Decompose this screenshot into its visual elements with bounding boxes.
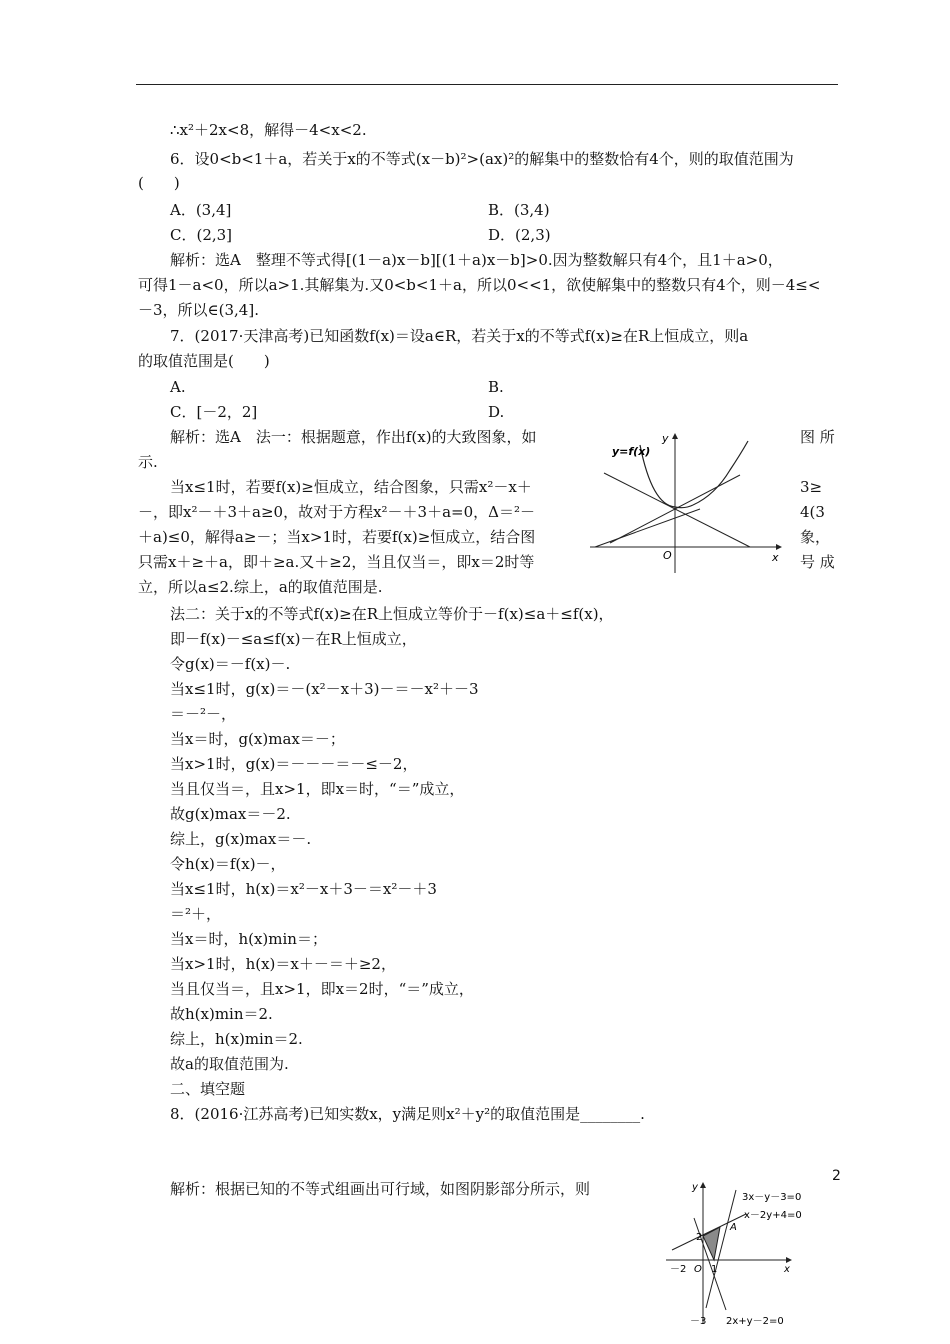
q7-method2-line10: 综上，g(x)max＝－. [170, 830, 312, 848]
q7-method1-line6: 只需x＋≥＋a，即＋≥a.又＋≥2，当且仅当＝，即x＝2时等 [138, 553, 535, 571]
feasible-region [703, 1227, 720, 1260]
q7-method2-line1: 法二：关于x的不等式f(x)≥在R上恒成立等价于－f(x)≤a＋≤f(x)， [170, 605, 614, 623]
tick-label-neg3: －3 [690, 1316, 707, 1327]
q7-method1-line5-right: 象， [800, 528, 831, 546]
q7-stem-line1: 7．(2017·天津高考)已知函数f(x)＝设a∈R，若关于x的不等式f(x)≥在R上恒成立，则a [170, 327, 749, 345]
q7-method1-line2: 示. [138, 453, 158, 471]
q6-option-c: C．(2,3] [170, 226, 233, 244]
q7-method2-line2: 即－f(x)－≤a≤f(x)－在R上恒成立， [170, 630, 417, 648]
q7-method2-line18: 综上，h(x)min＝2. [170, 1030, 303, 1048]
tick-label-neg2: －2 [670, 1264, 687, 1275]
q6-option-b: B．(3,4) [488, 201, 550, 219]
origin-label: O [663, 549, 672, 562]
q7-option-c: C．[－2，2] [170, 403, 258, 421]
q7-method2-line8: 当且仅当＝，且x>1，即x＝时，“＝”成立， [170, 780, 465, 798]
q7-method1-line4: －，即x²－＋3＋a≥0，故对于方程x²－＋3＋a=0，Δ＝²－ [138, 503, 535, 521]
y-axis-label: y [662, 432, 669, 445]
x-axis-label: x [784, 1264, 790, 1275]
q7-method2-line16: 当且仅当＝，且x>1，即x＝2时，“＝”成立， [170, 980, 474, 998]
q7-method2-line17: 故h(x)min＝2. [170, 1005, 273, 1023]
x-axis-label: x [772, 551, 779, 564]
q8-feasible-region-graph [664, 1178, 814, 1328]
extra-line [595, 509, 700, 547]
q7-option-a: A. [170, 378, 186, 396]
q7-method1-line3: 当x≤1时，若要f(x)≥恒成立，结合图象，只需x²－x＋ [170, 478, 532, 496]
q5-conclusion: ∴x²＋2x<8，解得－4<x<2. [170, 121, 367, 139]
q7-method1-line4-right: 4(3 [800, 503, 825, 521]
section-heading-fill-in: 二、填空题 [170, 1080, 246, 1098]
q7-method2-line5: ＝－²－， [170, 705, 237, 723]
q7-method2-line3: 令g(x)＝－f(x)－. [170, 655, 291, 673]
line-label-3x-y-3: 3x－y－3=0 [742, 1192, 802, 1203]
tick-label-2: 2 [696, 1232, 703, 1243]
q7-method1-line6-right: 号 成 [800, 553, 835, 571]
q7-method1-line3-right: 3≥ [800, 478, 823, 496]
q7-method2-line7: 当x>1时，g(x)＝－－－＝－≤－2， [170, 755, 418, 773]
q7-option-b: B. [488, 378, 504, 396]
point-a-label: A [730, 1222, 737, 1233]
line-label-2x+y-2: 2x+y－2=0 [726, 1316, 784, 1327]
q7-method1-line1-right: 图 所 [800, 428, 835, 446]
q6-solution-line3: －3，所以∈(3,4]. [138, 301, 259, 319]
line-label-x-2y+4: x－2y+4=0 [744, 1210, 802, 1221]
q7-method1-line5: ＋a)≤0，解得a≥－；当x>1时，若要f(x)≥恒成立，结合图 [138, 528, 536, 546]
q6-stem-line1: 6．设0<b<1＋a，若关于x的不等式(x－b)²>(ax)²的解集中的整数恰有4个，则的取值范围为 [170, 150, 794, 168]
q6-solution-line2: 可得1－a<0，所以a>1.其解集为.又0<b<1＋a，所以0<<1，欲使解集中的整数只有4个，则－4≤< [138, 276, 821, 294]
q6-option-a: A．(3,4] [170, 201, 232, 219]
x-axis-arrow-icon [776, 544, 782, 550]
q7-method2-line12: 当x≤1时，h(x)＝x²－x＋3－＝x²－＋3 [170, 880, 437, 898]
curve-label: y=f(x) [612, 445, 651, 458]
q7-method2-line11: 令h(x)＝f(x)－， [170, 855, 286, 873]
q6-option-d: D．(2,3) [488, 226, 551, 244]
q7-method2-line14: 当x＝时，h(x)min＝； [170, 930, 327, 948]
q6-solution-line1: 解析：选A 整理不等式得[(1－a)x－b][(1＋a)x－b]>0.因为整数解只有4个，且1＋a>0， [170, 251, 783, 269]
q7-method2-line13: ＝²＋， [170, 905, 222, 923]
q7-method2-line15: 当x>1时，h(x)＝x＋－＝＋≥2， [170, 955, 396, 973]
q7-option-d: D. [488, 403, 505, 421]
y-axis-label: y [692, 1182, 698, 1193]
y-axis-arrow-icon [700, 1182, 706, 1188]
q7-method2-line4: 当x≤1时，g(x)＝－(x²－x＋3)－＝－x²＋－3 [170, 680, 479, 698]
page-number: 2 [832, 1168, 841, 1184]
header-rule [136, 84, 838, 85]
q7-method2-line6: 当x＝时，g(x)max＝－； [170, 730, 345, 748]
tick-label-1: 1 [711, 1264, 718, 1275]
q8-stem: 8．(2016·江苏高考)已知实数x，y满足则x²＋y²的取值范围是________. [170, 1105, 645, 1123]
q7-stem-line2: 的取值范围是( ) [138, 352, 270, 370]
q7-method2-line9: 故g(x)max＝－2. [170, 805, 291, 823]
y-axis-arrow-icon [672, 433, 678, 439]
q7-method1-line1: 解析：选A 法一：根据题意，作出f(x)的大致图象，如 [170, 428, 537, 446]
q7-method2-line19: 故a的取值范围为. [170, 1055, 289, 1073]
q7-method1-line7: 立，所以a≤2.综上，a的取值范围是. [138, 578, 383, 596]
origin-label: O [694, 1264, 702, 1275]
x-axis-arrow-icon [786, 1257, 792, 1263]
q8-solution: 解析：根据已知的不等式组画出可行域，如图阴影部分所示，则 [170, 1180, 591, 1198]
q7-function-graph [590, 425, 790, 575]
q6-stem-line2: ( ) [138, 174, 180, 192]
